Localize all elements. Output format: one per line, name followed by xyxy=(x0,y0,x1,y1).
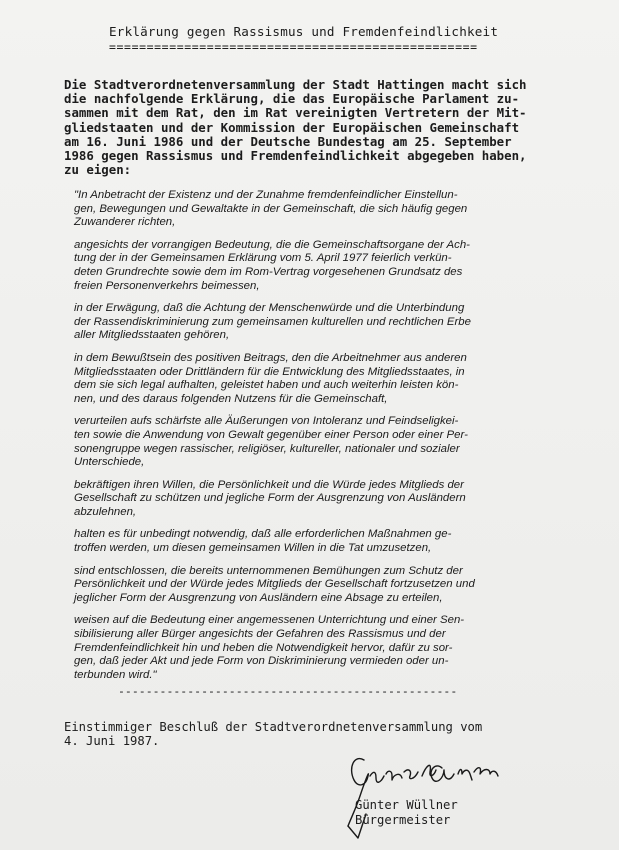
text-line: Gesellschaft zu schützen und jegliche Form der Ausgrenzung von Ausländern xyxy=(74,492,466,505)
intro-line: am 16. Juni 1986 und der Deutsche Bundestag am 25. September xyxy=(64,133,512,149)
text-line: jeglicher Form der Ausgrenzung von Ausländern eine Absage zu erteilen, xyxy=(74,591,443,604)
text-line: ten sowie die Anwendung von Gewalt gegenüber einer Person oder einer Per- xyxy=(74,428,468,441)
text-line: verurteilen aufs schärfste alle Äußerungen von Intoleranz und Feindseligkei- xyxy=(74,415,459,428)
text-line: angesichts der vorrangigen Bedeutung, die die Gemeinschaftsorgane der Ach- xyxy=(74,238,470,251)
text-line: in dem Bewußtsein des positiven Beitrags, den die Arbeitnehmer aus anderen xyxy=(74,351,467,364)
text-line: dem sie sich legal aufhalten, geleistet haben und auch weiterhin leisten kön- xyxy=(74,379,459,392)
signer-name: Günter Wüllner xyxy=(355,798,458,812)
text-line: aller Mitgliedsstaaten gehören, xyxy=(74,329,230,342)
text-line: deten Grundrechte sowie dem im Rom-Vertrag vorgesehenen Grundsatz des xyxy=(74,265,463,278)
text-line: der Rassendiskriminierung zum gemeinsamen kulturellen und rechtlichen Erbe xyxy=(74,315,471,328)
text-line: Unterschiede, xyxy=(74,456,145,469)
declaration-text xyxy=(74,189,554,691)
resolution-note xyxy=(64,720,564,748)
declaration-paragraph xyxy=(74,239,554,293)
resolution-line: 4. Juni 1987. xyxy=(64,734,160,748)
text-line: gen, daß jeder Akt und jede Form von Diskriminierung vermieden oder un- xyxy=(74,655,449,668)
text-line: troffen werden, um diesen gemeinsamen Willen in die Tat umzusetzen, xyxy=(74,542,432,555)
document-title: Erklärung gegen Rassismus und Fremdenfeindlichkeit xyxy=(109,24,499,39)
declaration-paragraph xyxy=(74,302,554,343)
separator-line: ------------------------------------------------- xyxy=(118,684,458,698)
declaration-paragraph xyxy=(74,614,554,682)
declaration-paragraph xyxy=(74,415,554,469)
text-line: freien Personenverkehrs beimessen, xyxy=(74,279,260,292)
text-line: Fremdenfeindlichkeit hin und heben die Notwendigkeit hervor, dafür zu sor- xyxy=(74,641,453,654)
intro-line: Die Stadtverordnetenversammlung der Stadt Hattingen macht sich xyxy=(64,77,527,92)
text-line: Persönlichkeit und der Würde jedes Mitglieds der Gesellschaft fortzusetzen und xyxy=(74,578,475,591)
declaration-paragraph xyxy=(74,189,554,230)
text-line: in der Erwägung, daß die Achtung der Menschenwürde und die Unterbindung xyxy=(74,302,465,315)
resolution-line: Einstimmiger Beschluß der Stadtverordnetenversammlung vom xyxy=(64,720,483,734)
signer-block xyxy=(355,798,555,828)
declaration-paragraph xyxy=(74,565,554,606)
title-underline: ================================================= xyxy=(109,40,478,54)
intro-line: zu eigen: xyxy=(64,162,132,178)
declaration-paragraph xyxy=(74,528,554,555)
declaration-paragraph xyxy=(74,352,554,406)
text-line: weisen auf die Bedeutung einer angemessenen Unterrichtung und einer Sen- xyxy=(74,614,465,627)
text-line: bekräftigen ihren Willen, die Persönlichkeit und die Würde jedes Mitglieds der xyxy=(74,478,464,491)
intro-line: die nachfolgende Erklärung, die das Europäische Parlament zu- xyxy=(64,91,520,107)
text-line: abzulehnen, xyxy=(74,505,137,518)
intro-line: gliedstaaten und der Kommission der Europäischen Gemeinschaft xyxy=(64,119,520,135)
intro-line: 1986 gegen Rassismus und Fremdenfeindlichkeit abgegeben haben, xyxy=(64,148,527,164)
text-line: "In Anbetracht der Existenz und der Zunahme fremdenfeindlicher Einstellun- xyxy=(74,189,458,201)
text-line: nen, und des daraus folgenden Nutzens für die Gemeinschaft, xyxy=(74,392,388,405)
text-line: terbunden wird." xyxy=(74,668,157,681)
text-line: Zuwanderer richten, xyxy=(74,216,176,229)
text-line: sind entschlossen, die bereits unternommenen Bemühungen zum Schutz der xyxy=(74,564,463,577)
text-line: sonengruppe wegen rassischer, religiöser, kultureller, nationaler und sozialer xyxy=(74,442,460,455)
declaration-paragraph xyxy=(74,479,554,520)
text-line: tung der in der Gemeinsamen Erklärung vom 5. April 1977 feierlich verkün- xyxy=(74,252,452,265)
text-line: gen, Bewegungen und Gewaltakte in der Gemeinschaft, die sich häufig gegen xyxy=(74,202,468,215)
text-line: sibilisierung aller Bürger angesichts der Gefahren des Rassismus und der xyxy=(74,628,446,641)
text-line: halten es für unbedingt notwendig, daß alle erforderlichen Maßnahmen ge- xyxy=(74,528,452,541)
text-line: Mitgliedsstaaten oder Drittländern für die Entwicklung des Mitgliedsstaates, in xyxy=(74,365,465,378)
signer-title: Bürgermeister xyxy=(355,813,451,827)
intro-paragraph xyxy=(64,78,564,177)
intro-line: sammen mit dem Rat, den im Rat vereinigten Vertretern der Mit- xyxy=(64,105,527,121)
